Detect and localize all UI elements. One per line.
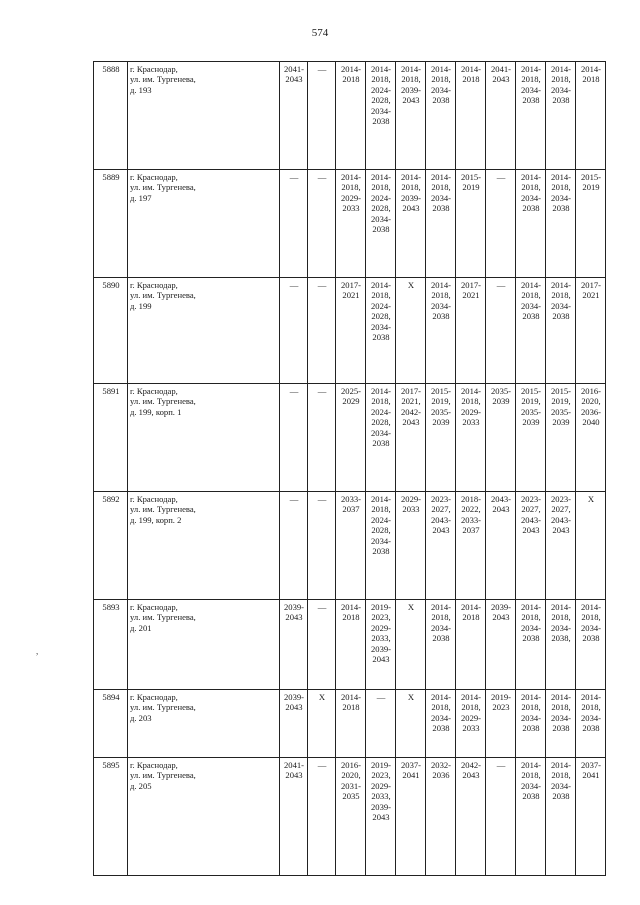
address-cell: г. Краснодар, ул. им. Тургенева, д. 203	[128, 690, 280, 758]
period-cell: —	[280, 170, 308, 278]
period-cell: 2041- 2043	[280, 758, 308, 876]
period-cell: 2014- 2018	[336, 600, 366, 690]
period-cell: 2043- 2043	[486, 492, 516, 600]
period-cell: 2033- 2037	[336, 492, 366, 600]
period-cell: 2017- 2021	[336, 278, 366, 384]
period-cell: —	[308, 384, 336, 492]
period-cell: 2014- 2018, 2029- 2033	[456, 690, 486, 758]
period-cell: 2039- 2043	[280, 690, 308, 758]
period-cell: 2014- 2018, 2024- 2028, 2034- 2038	[366, 278, 396, 384]
table-row	[94, 690, 606, 758]
period-cell: X	[576, 492, 606, 600]
period-cell: 2017- 2021	[456, 278, 486, 384]
period-cell: 2023- 2027, 2043- 2043	[546, 492, 576, 600]
period-cell: 2015- 2019	[456, 170, 486, 278]
period-cell: 2014- 2018, 2034- 2038	[426, 690, 456, 758]
period-cell: 2014- 2018, 2034- 2038	[426, 278, 456, 384]
period-cell: 2041- 2043	[486, 62, 516, 170]
period-cell: —	[308, 62, 336, 170]
period-cell: 2014- 2018, 2034- 2038	[546, 62, 576, 170]
period-cell: 2014- 2018, 2024- 2028, 2034- 2038	[366, 170, 396, 278]
period-cell: 2039- 2043	[486, 600, 516, 690]
period-cell: 2019- 2023, 2029- 2033, 2039- 2043	[366, 600, 396, 690]
period-cell: —	[308, 758, 336, 876]
period-cell: 2014- 2018, 2034- 2038	[546, 690, 576, 758]
period-cell: 2015- 2019, 2035- 2039	[546, 384, 576, 492]
period-cell: X	[396, 278, 426, 384]
period-cell: 2017- 2021	[576, 278, 606, 384]
row-number: 5892	[94, 492, 128, 600]
period-cell: —	[280, 384, 308, 492]
table-row	[94, 170, 606, 278]
period-cell: 2039- 2043	[280, 600, 308, 690]
row-number: 5891	[94, 384, 128, 492]
stray-mark: ,	[36, 646, 39, 656]
period-cell: —	[486, 758, 516, 876]
row-number: 5890	[94, 278, 128, 384]
period-cell: 2042- 2043	[456, 758, 486, 876]
period-cell: 2014- 2018	[576, 62, 606, 170]
row-number: 5888	[94, 62, 128, 170]
period-cell: 2014- 2018, 2034- 2038,	[546, 600, 576, 690]
schedule-table	[93, 61, 606, 876]
period-cell: 2019- 2023	[486, 690, 516, 758]
period-cell: X	[396, 600, 426, 690]
period-cell: —	[308, 600, 336, 690]
period-cell: —	[308, 278, 336, 384]
row-number: 5895	[94, 758, 128, 876]
period-cell: 2037- 2041	[396, 758, 426, 876]
period-cell: X	[396, 690, 426, 758]
period-cell: 2041- 2043	[280, 62, 308, 170]
period-cell: 2014- 2018, 2034- 2038	[546, 170, 576, 278]
period-cell: 2014- 2018, 2034- 2038	[426, 600, 456, 690]
period-cell: 2035- 2039	[486, 384, 516, 492]
period-cell: —	[308, 170, 336, 278]
period-cell: 2014- 2018, 2034- 2038	[516, 62, 546, 170]
period-cell: 2014- 2018	[456, 62, 486, 170]
period-cell: 2014- 2018, 2029- 2033	[456, 384, 486, 492]
period-cell: 2018- 2022, 2033- 2037	[456, 492, 486, 600]
period-cell: 2015- 2019, 2035- 2039	[516, 384, 546, 492]
period-cell: X	[308, 690, 336, 758]
row-number: 5889	[94, 170, 128, 278]
period-cell: —	[308, 492, 336, 600]
address-cell: г. Краснодар, ул. им. Тургенева, д. 197	[128, 170, 280, 278]
address-cell: г. Краснодар, ул. им. Тургенева, д. 199	[128, 278, 280, 384]
period-cell: —	[486, 170, 516, 278]
table-row	[94, 384, 606, 492]
period-cell: 2016- 2020, 2031- 2035	[336, 758, 366, 876]
period-cell: —	[366, 690, 396, 758]
period-cell: 2014- 2018, 2034- 2038	[426, 62, 456, 170]
period-cell: 2023- 2027, 2043- 2043	[426, 492, 456, 600]
address-cell: г. Краснодар, ул. им. Тургенева, д. 201	[128, 600, 280, 690]
period-cell: 2014- 2018, 2029- 2033	[336, 170, 366, 278]
address-cell: г. Краснодар, ул. им. Тургенева, д. 205	[128, 758, 280, 876]
period-cell: 2014- 2018, 2034- 2038	[516, 690, 546, 758]
page-number: 574	[311, 27, 329, 39]
period-cell: 2032- 2036	[426, 758, 456, 876]
address-cell: г. Краснодар, ул. им. Тургенева, д. 199, корп. 2	[128, 492, 280, 600]
table-row	[94, 600, 606, 690]
period-cell: 2014- 2018, 2034- 2038	[516, 278, 546, 384]
period-cell: 2014- 2018, 2034- 2038	[546, 758, 576, 876]
period-cell: 2014- 2018, 2024- 2028, 2034- 2038	[366, 384, 396, 492]
period-cell: —	[280, 492, 308, 600]
period-cell: 2014- 2018	[336, 62, 366, 170]
period-cell: 2037- 2041	[576, 758, 606, 876]
period-cell: 2014- 2018, 2024- 2028, 2034- 2038	[366, 492, 396, 600]
period-cell: 2015- 2019, 2035- 2039	[426, 384, 456, 492]
period-cell: 2014- 2018, 2039- 2043	[396, 170, 426, 278]
period-cell: 2014- 2018, 2034- 2038	[516, 758, 546, 876]
table-row	[94, 492, 606, 600]
period-cell: 2016- 2020, 2036- 2040	[576, 384, 606, 492]
period-cell: 2025- 2029	[336, 384, 366, 492]
period-cell: 2019- 2023, 2029- 2033, 2039- 2043	[366, 758, 396, 876]
period-cell: —	[486, 278, 516, 384]
period-cell: 2014- 2018, 2034- 2038	[516, 600, 546, 690]
period-cell: 2014- 2018, 2034- 2038	[576, 690, 606, 758]
address-cell: г. Краснодар, ул. им. Тургенева, д. 193	[128, 62, 280, 170]
table-row	[94, 62, 606, 170]
period-cell: 2017- 2021, 2042- 2043	[396, 384, 426, 492]
period-cell: 2014- 2018	[456, 600, 486, 690]
period-cell: 2014- 2018, 2034- 2038	[426, 170, 456, 278]
period-cell: 2014- 2018	[336, 690, 366, 758]
period-cell: —	[280, 278, 308, 384]
period-cell: 2014- 2018, 2024- 2028, 2034- 2038	[366, 62, 396, 170]
period-cell: 2023- 2027, 2043- 2043	[516, 492, 546, 600]
period-cell: 2015- 2019	[576, 170, 606, 278]
row-number: 5894	[94, 690, 128, 758]
table-row	[94, 278, 606, 384]
row-number: 5893	[94, 600, 128, 690]
period-cell: 2014- 2018, 2034- 2038	[516, 170, 546, 278]
period-cell: 2014- 2018, 2039- 2043	[396, 62, 426, 170]
period-cell: 2014- 2018, 2034- 2038	[546, 278, 576, 384]
period-cell: 2014- 2018, 2034- 2038	[576, 600, 606, 690]
address-cell: г. Краснодар, ул. им. Тургенева, д. 199, корп. 1	[128, 384, 280, 492]
period-cell: 2029- 2033	[396, 492, 426, 600]
table-row	[94, 758, 606, 876]
